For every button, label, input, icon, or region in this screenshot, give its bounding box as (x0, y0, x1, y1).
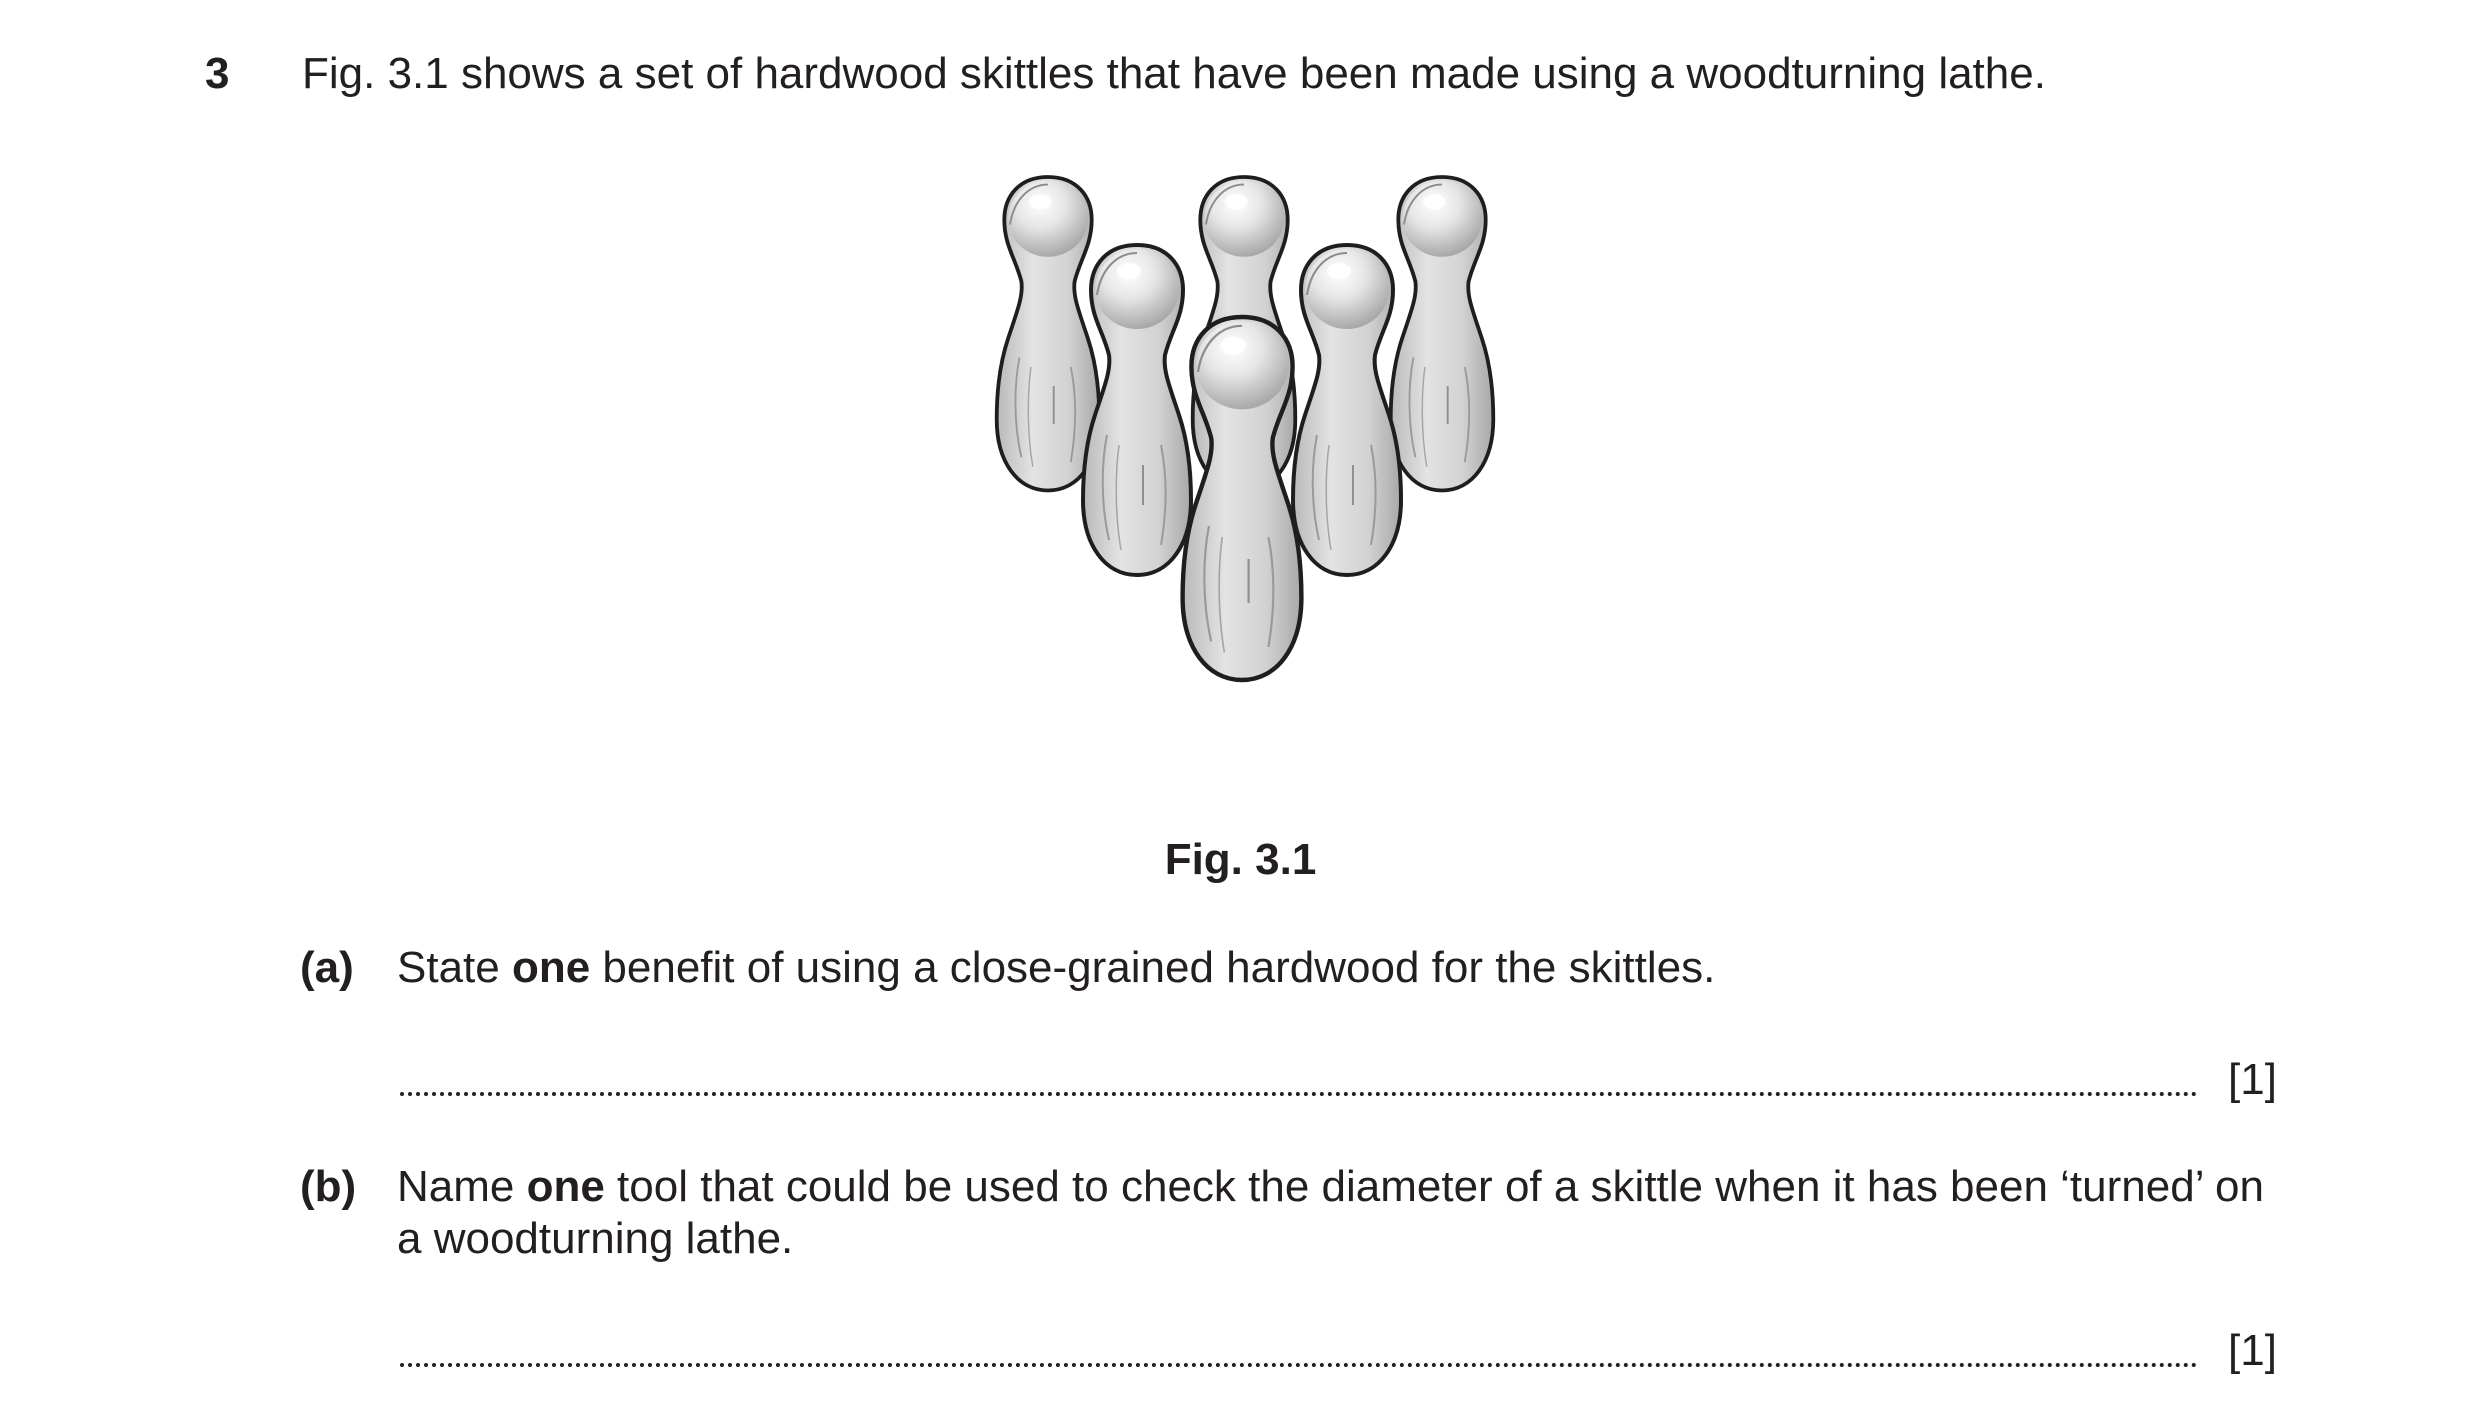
skittle-back-right (1391, 177, 1494, 491)
part-a-marks: [1] (2228, 1055, 2277, 1104)
part-b-marks: [1] (2228, 1326, 2277, 1375)
question-number: 3 (205, 49, 230, 98)
skittle-middle-right (1293, 245, 1401, 575)
skittles-figure (980, 165, 1500, 755)
skittle-back-left (997, 177, 1100, 491)
part-b-text-end: tool that could be used to check the diameter of a skittle when it has been ‘turned’ on a woodturning lathe. (397, 1162, 2265, 1263)
part-b-emphasis: one (526, 1162, 605, 1211)
part-a-text-end: benefit of using a close-grained hardwood for the skittles. (590, 943, 1716, 992)
part-b-text-start: Name (397, 1162, 527, 1211)
part-a-answer-line[interactable] (400, 1092, 2198, 1096)
skittle-middle-left (1083, 245, 1191, 575)
part-a-emphasis: one (511, 943, 591, 992)
part-a-label: (a) (300, 943, 354, 992)
skittle-front (1183, 317, 1302, 680)
part-b-answer-line[interactable] (400, 1363, 2198, 1367)
part-a-question (397, 942, 2297, 994)
part-b-question (397, 1161, 2297, 1265)
part-a-text-start: State (397, 943, 512, 992)
figure-caption: Fig. 3.1 (1164, 835, 1317, 884)
question-intro: Fig. 3.1 shows a set of hardwood skittles that have been made using a woodturning lathe. (302, 49, 2046, 98)
part-b-label: (b) (300, 1162, 357, 1211)
